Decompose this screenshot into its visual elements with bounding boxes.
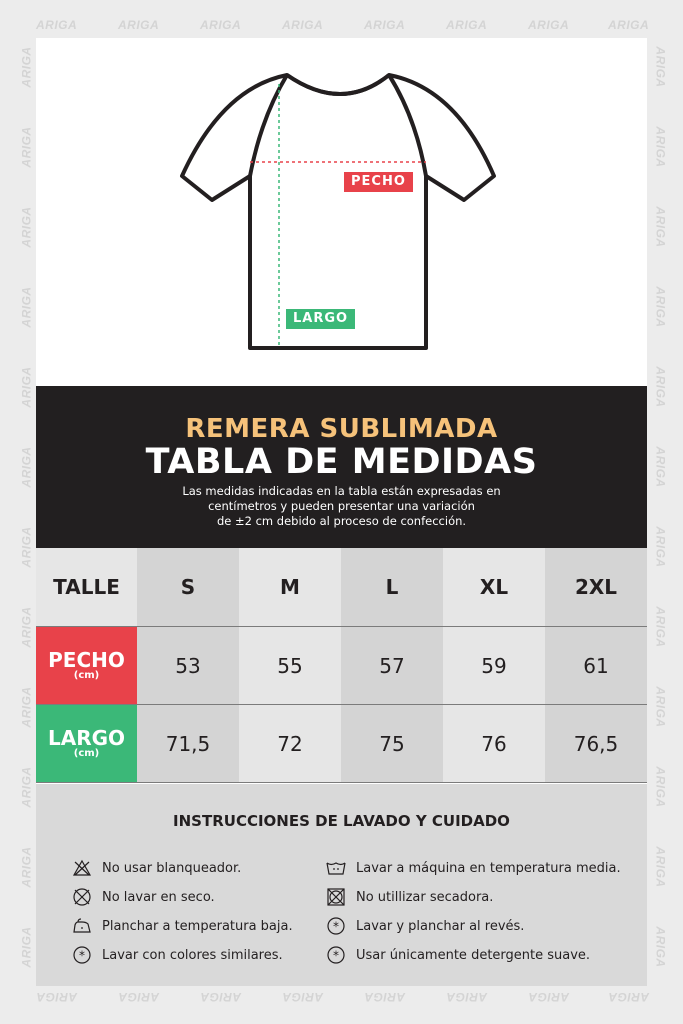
watermark: ARIGA — [19, 846, 34, 888]
size-chart-card — [36, 38, 647, 986]
watermark: ARIGA — [19, 366, 34, 408]
watermark: ARIGA — [19, 286, 34, 328]
table-cell: 71,5 — [137, 705, 239, 783]
watermark: ARIGA — [653, 926, 668, 968]
row-label-chest: PECHO (cm) — [36, 627, 137, 705]
watermark: ARIGA — [446, 990, 488, 1004]
table-cell: 55 — [239, 627, 341, 705]
watermark: ARIGA — [282, 990, 324, 1004]
watermark: ARIGA — [653, 766, 668, 808]
page-title: TABLA DE MEDIDAS — [145, 442, 538, 482]
table-cell: 53 — [137, 627, 239, 705]
svg-text:*: * — [333, 948, 339, 963]
product-subtitle: REMERA SUBLIMADA — [185, 414, 498, 444]
watermark: ARIGA — [19, 126, 34, 168]
row-label-length: LARGO (cm) — [36, 705, 137, 783]
no-tumble-dry-icon — [326, 887, 346, 907]
measurement-note: Las medidas indicadas en la tabla están expresadas en centímetros y pueden presentar una variación de ±2 cm debido al proceso de confección. — [182, 484, 501, 528]
care-item: No utillizar secadora. — [326, 887, 493, 907]
header-2xl: 2XL — [545, 548, 647, 627]
watermark: ARIGA — [528, 990, 570, 1004]
watermark: ARIGA — [653, 606, 668, 648]
care-item: No lavar en seco. — [72, 887, 215, 907]
watermark: ARIGA — [118, 990, 160, 1004]
watermark: ARIGA — [19, 606, 34, 648]
table-cell: 76 — [443, 705, 545, 783]
watermark: ARIGA — [200, 18, 242, 32]
watermark: ARIGA — [118, 18, 160, 32]
table-cell: 72 — [239, 705, 341, 783]
watermark: ARIGA — [364, 18, 406, 32]
star-circle-icon — [326, 945, 346, 965]
watermark: ARIGA — [19, 526, 34, 568]
chart-header — [36, 386, 647, 548]
svg-text:*: * — [79, 948, 85, 963]
watermark: ARIGA — [528, 18, 570, 32]
watermark: ARIGA — [36, 990, 78, 1004]
watermark: ARIGA — [653, 126, 668, 168]
watermark: ARIGA — [608, 18, 650, 32]
care-item: Planchar a temperatura baja. — [72, 916, 293, 936]
table-cell: 57 — [341, 627, 443, 705]
header-size: TALLE — [36, 548, 137, 627]
care-title: INSTRUCCIONES DE LAVADO Y CUIDADO — [173, 812, 510, 830]
watermark: ARIGA — [608, 990, 650, 1004]
header-xl: XL — [443, 548, 545, 627]
table-cell: 76,5 — [545, 705, 647, 783]
care-item: Lavar a máquina en temperatura media. — [326, 858, 621, 878]
table-cell: 59 — [443, 627, 545, 705]
watermark: ARIGA — [36, 18, 78, 32]
svg-text:*: * — [333, 919, 339, 934]
watermark: ARIGA — [653, 686, 668, 728]
no-dry-clean-icon — [72, 887, 92, 907]
watermark: ARIGA — [19, 206, 34, 248]
watermark: ARIGA — [19, 766, 34, 808]
watermark: ARIGA — [653, 46, 668, 88]
care-instructions — [36, 784, 647, 986]
watermark: ARIGA — [653, 526, 668, 568]
watermark: ARIGA — [653, 206, 668, 248]
care-item: No usar blanqueador. — [72, 858, 241, 878]
header-l: L — [341, 548, 443, 627]
watermark: ARIGA — [19, 686, 34, 728]
table-row — [36, 705, 647, 783]
star-circle-icon — [72, 945, 92, 965]
t-shirt-icon — [36, 38, 647, 386]
header-s: S — [137, 548, 239, 627]
watermark: ARIGA — [653, 286, 668, 328]
care-item: * Usar únicamente detergente suave. — [326, 945, 590, 965]
watermark: ARIGA — [653, 446, 668, 488]
watermark: ARIGA — [446, 18, 488, 32]
watermark: ARIGA — [653, 366, 668, 408]
table-header-row — [36, 548, 647, 627]
watermark: ARIGA — [653, 846, 668, 888]
watermark: ARIGA — [364, 990, 406, 1004]
table-row — [36, 627, 647, 705]
shirt-illustration — [36, 38, 647, 386]
header-m: M — [239, 548, 341, 627]
watermark: ARIGA — [19, 46, 34, 88]
iron-low-icon — [72, 916, 92, 936]
size-table — [36, 548, 647, 783]
no-bleach-icon — [72, 858, 92, 878]
table-cell: 75 — [341, 705, 443, 783]
star-circle-icon — [326, 916, 346, 936]
watermark: ARIGA — [200, 990, 242, 1004]
care-item: * Lavar y planchar al revés. — [326, 916, 524, 936]
watermark: ARIGA — [282, 18, 324, 32]
table-cell: 61 — [545, 627, 647, 705]
watermark: ARIGA — [19, 926, 34, 968]
machine-wash-icon — [326, 858, 346, 878]
watermark: ARIGA — [19, 446, 34, 488]
chest-tag: PECHO — [344, 172, 413, 192]
care-item: * Lavar con colores similares. — [72, 945, 283, 965]
length-tag: LARGO — [286, 309, 355, 329]
